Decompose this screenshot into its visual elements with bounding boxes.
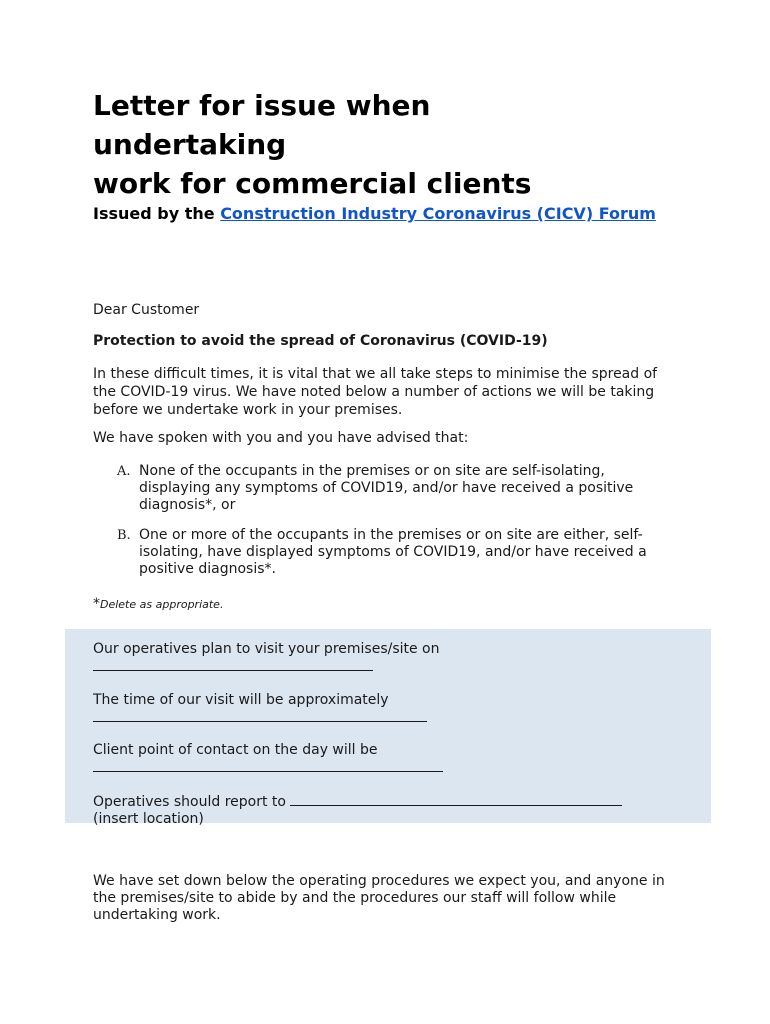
advised-paragraph: We have spoken with you and you have advised that: <box>93 430 469 446</box>
contact-blank[interactable] <box>93 759 443 772</box>
report-note: (insert location) <box>93 811 204 827</box>
visit-date-label: Our operatives plan to visit your premises/site on <box>93 641 440 657</box>
title-line-1: Letter for issue when <box>93 89 431 122</box>
subject-heading: Protection to avoid the spread of Coronavirus (COVID-19) <box>93 333 548 349</box>
page-title <box>93 86 693 203</box>
visit-date-blank[interactable] <box>93 658 373 671</box>
list-item <box>93 463 673 515</box>
title-line-3: work for commercial clients <box>93 167 532 200</box>
visit-time-label: The time of our visit will be approximately <box>93 692 389 708</box>
list-item <box>93 527 673 579</box>
title-line-2: undertaking <box>93 128 287 161</box>
contact-field <box>93 742 693 777</box>
list-item-text: One or more of the occupants in the premises or on site are either, self-isolating, have displayed symptoms of COVID19, and/or have received a positive diagnosis*. <box>139 527 647 577</box>
cicv-forum-link[interactable]: Construction Industry Coronavirus (CICV) Forum <box>220 204 656 223</box>
visit-date-field <box>93 641 693 676</box>
visit-details-box <box>65 629 711 827</box>
report-location-field <box>93 793 693 828</box>
footnote-text: Delete as appropriate. <box>100 598 224 611</box>
report-label: Operatives should report to <box>93 794 291 810</box>
greeting: Dear Customer <box>93 302 200 318</box>
issued-by-prefix: Issued by the <box>93 204 221 223</box>
footnote <box>93 596 223 612</box>
visit-time-field <box>93 692 693 727</box>
issued-by-line <box>93 202 693 225</box>
closing-paragraph: We have set down below the operating procedures we expect you, and anyone in the premises/site to abide by and the procedures our staff will follow while undertaking work. <box>93 873 665 923</box>
footnote-star: * <box>93 596 100 612</box>
list-item-text: None of the occupants in the premises or on site are self-isolating, displaying any symptoms of COVID19, and/or have received a positive diagnosis*, or <box>139 463 634 513</box>
contact-label: Client point of contact on the day will be <box>93 742 378 758</box>
report-location-blank[interactable] <box>290 793 622 806</box>
visit-time-blank[interactable] <box>93 709 427 722</box>
intro-paragraph: In these difficult times, it is vital that we all take steps to minimise the spread of the COVID-19 virus. We have noted below a number of actions we will be taking before we undertake work in your premises. <box>93 366 658 418</box>
list-marker: B. <box>117 528 131 543</box>
list-marker: A. <box>117 464 131 479</box>
